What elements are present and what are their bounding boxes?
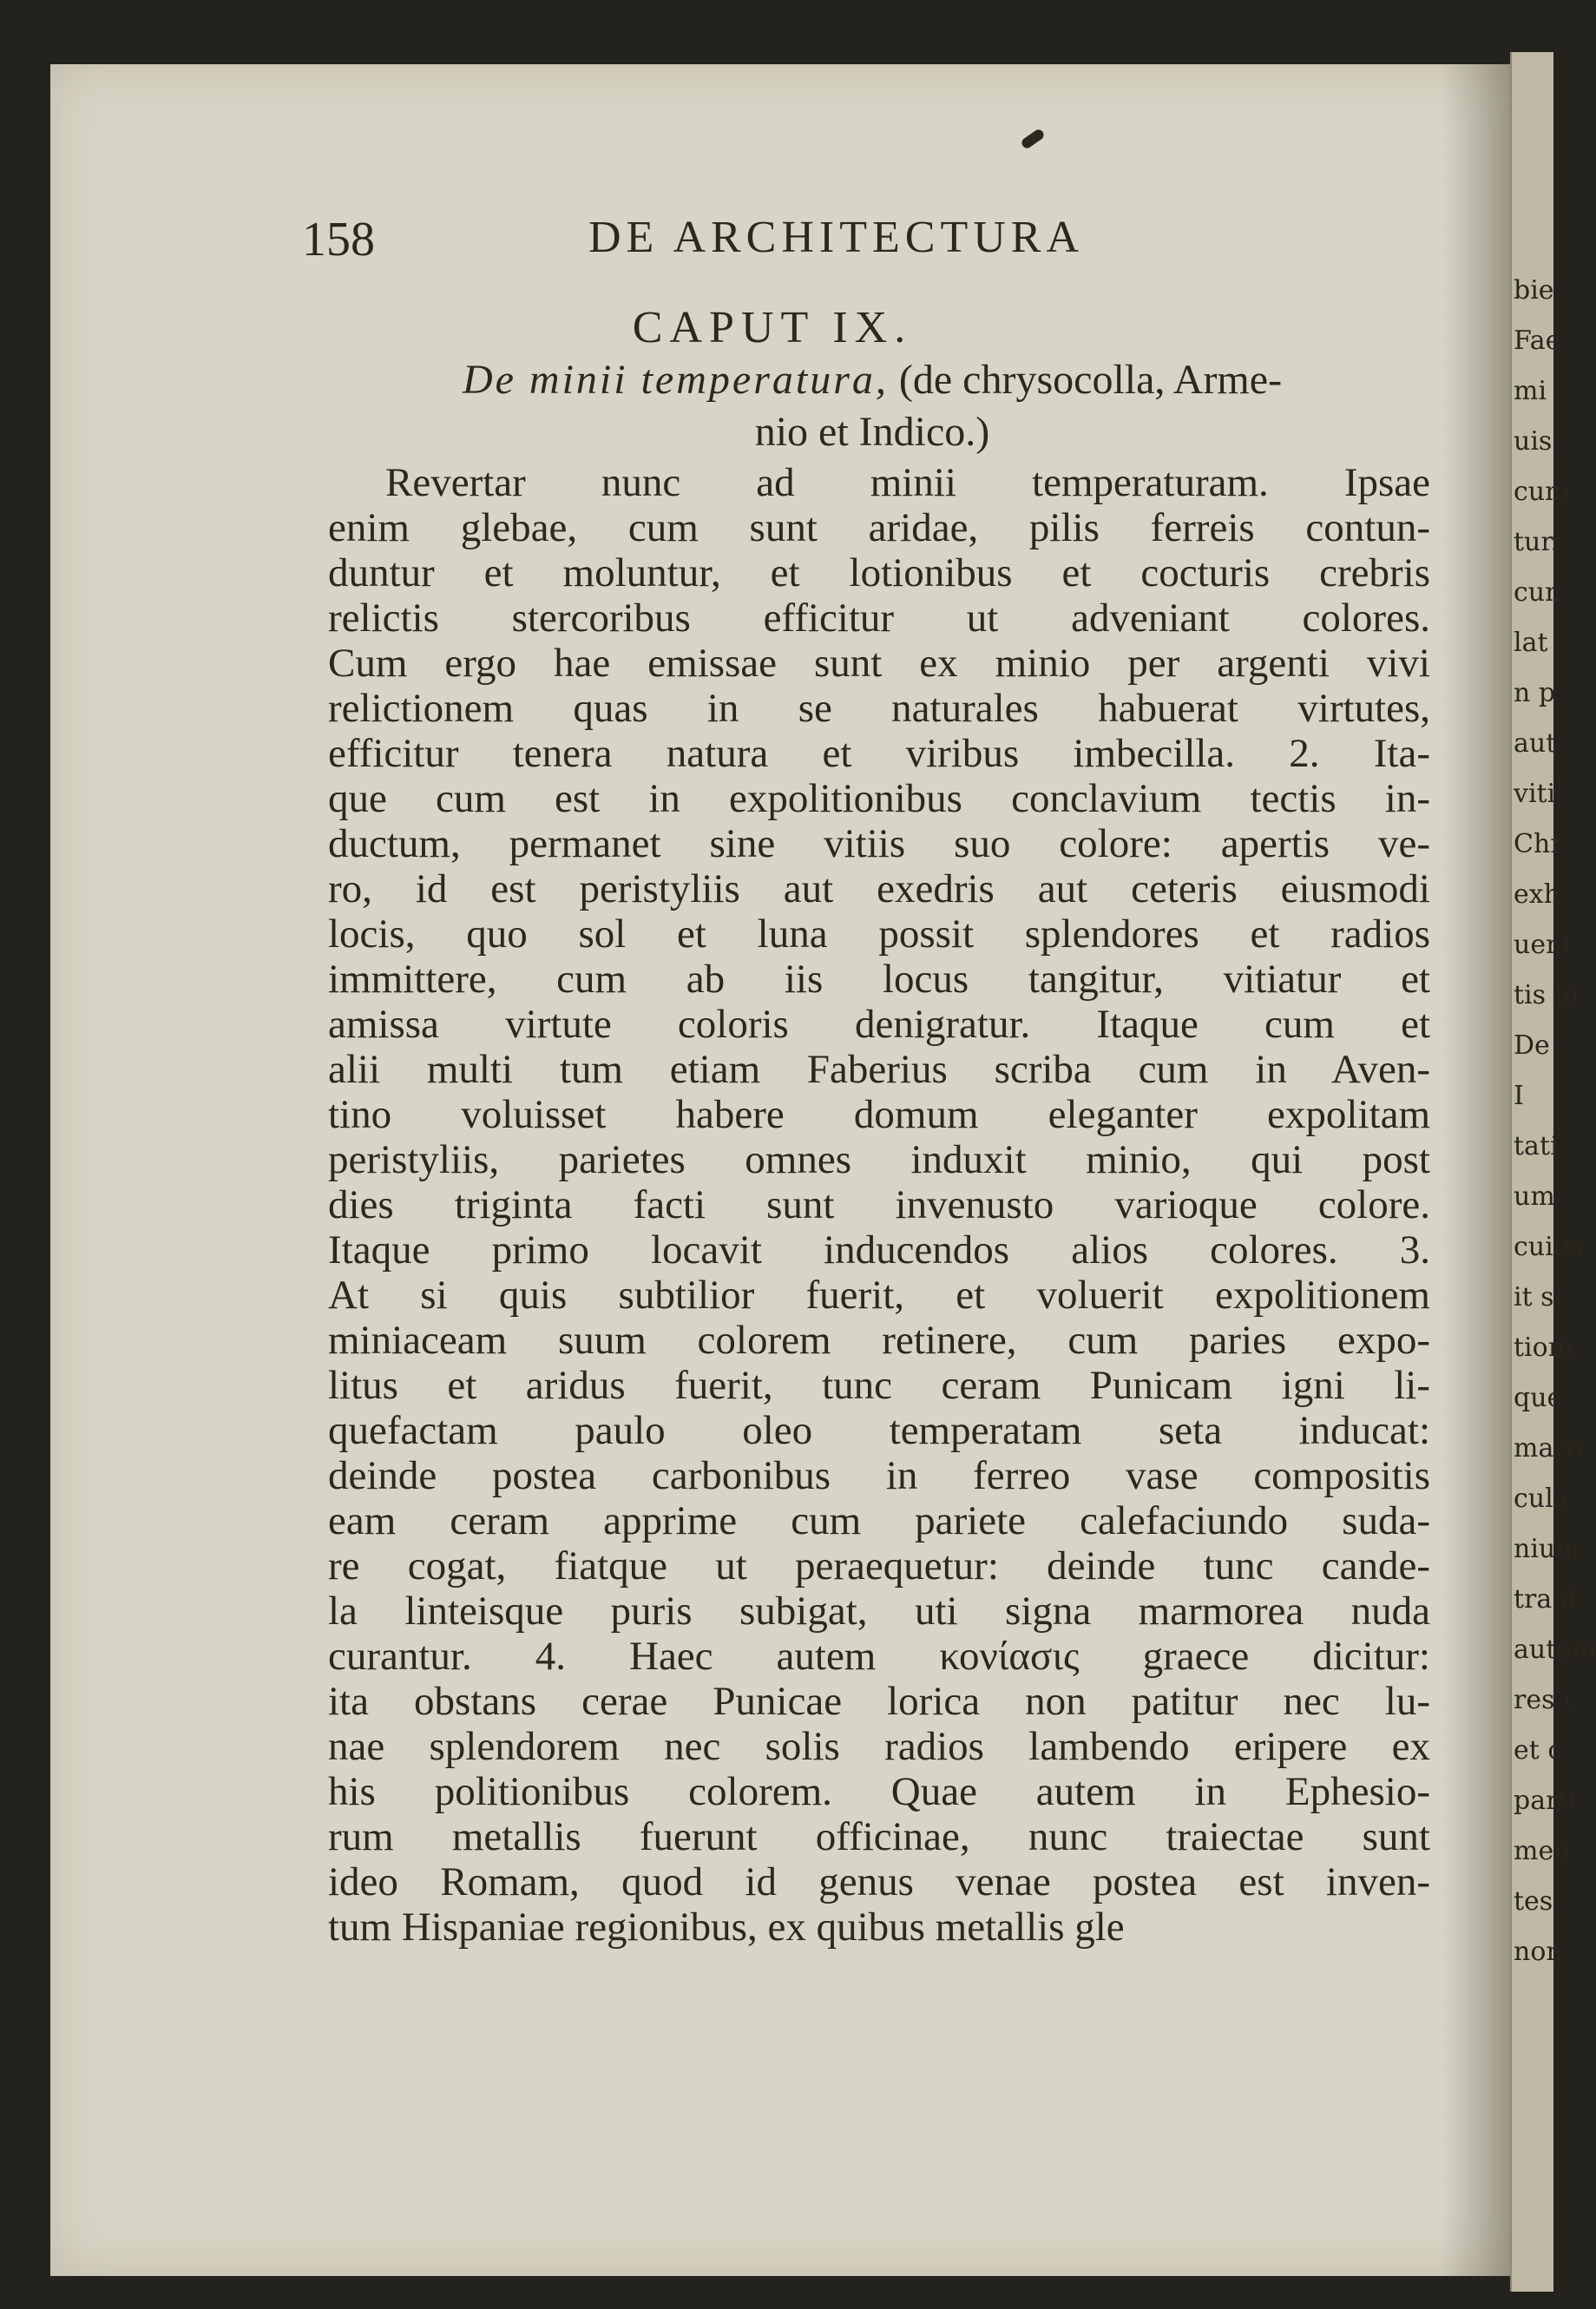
facing-fragment: tes — [1514, 1886, 1553, 1917]
text-line: que cum est in expolitionibus conclavium tectis in- — [328, 776, 1430, 821]
text-line: At si quis subtilior fuerit, et voluerit expolitionem — [328, 1273, 1430, 1318]
subtitle-italic: De minii temperatura, — [462, 357, 889, 403]
text-line: locis, quo sol et luna possit splendores et radios — [328, 911, 1430, 957]
facing-fragment: tis in — [1514, 980, 1580, 1010]
text-line: deinde postea carbonibus in ferreo vase compositis — [328, 1453, 1430, 1498]
facing-fragment: viti — [1514, 779, 1556, 809]
text-line: miniaceam suum colorem retinere, cum paries expo- — [328, 1318, 1430, 1363]
text-line: ideo Romam, quod id genus venae postea est inven- — [328, 1859, 1430, 1904]
body-text — [328, 460, 1430, 1950]
facing-fragment: res i — [1514, 1685, 1572, 1715]
facing-fragment: mi — [1514, 376, 1547, 406]
facing-fragment: cun — [1514, 577, 1562, 608]
facing-fragment: lat — [1514, 628, 1548, 658]
text-line: tum Hispaniae regionibus, ex quibus metallis gle — [328, 1904, 1125, 1950]
text-line: eam ceram apprime cum pariete calefaciundo suda- — [328, 1498, 1430, 1543]
facing-fragment: autem — [1514, 1635, 1596, 1665]
text-line: ro, id est peristyliis aut exedris aut ceteris eiusmodi — [328, 866, 1430, 911]
spine-shadow — [1441, 64, 1510, 2276]
facing-fragment: Chr — [1514, 829, 1563, 859]
text-line: Cum ergo hae emissae sunt ex minio per argenti vivi — [328, 641, 1430, 686]
text-line: peristyliis, parietes omnes induxit minio, qui post — [328, 1137, 1430, 1182]
text-line: nae splendorem nec solis radios lambendo eripere ex — [328, 1724, 1430, 1769]
facing-fragment: I — [1514, 1081, 1524, 1111]
text-line: ita obstans cerae Punicae lorica non patitur nec lu- — [328, 1679, 1430, 1724]
facing-fragment: uis — [1514, 426, 1553, 457]
text-line: la linteisque puris subigat, uti signa marmorea nuda — [328, 1589, 1430, 1634]
facing-fragment: nium — [1514, 1534, 1580, 1564]
facing-fragment: ueni — [1514, 930, 1571, 960]
text-line: dies triginta facti sunt invenusto varioque colore. — [328, 1182, 1430, 1227]
text-line: rum metallis fuerunt officinae, nunc traiectae sunt — [328, 1814, 1430, 1859]
text-line: ductum, permanet sine vitiis suo colore: apertis ve- — [328, 821, 1430, 866]
facing-fragment: it si — [1514, 1282, 1563, 1312]
text-line: his politionibus colorem. Quae autem in Ephesio- — [328, 1769, 1430, 1814]
facing-fragment: cuius — [1514, 1232, 1584, 1262]
facing-fragment: n p — [1514, 678, 1556, 708]
facing-fragment: que — [1514, 1383, 1563, 1413]
text-line: relictis stercoribus efficitur ut adveniant colores. — [328, 595, 1430, 641]
chapter-title: CAPUT IX. — [632, 303, 913, 352]
facing-fragment: bie — [1514, 275, 1554, 306]
facing-fragment: aut — [1514, 728, 1557, 759]
subtitle-plain-1: (de chrysocolla, Arme- — [898, 357, 1283, 403]
chapter-subtitle — [312, 354, 1432, 458]
facing-fragment: et c — [1514, 1735, 1563, 1766]
facing-fragment: um — [1514, 1181, 1555, 1212]
facing-fragment: men — [1514, 1836, 1571, 1866]
text-line: litus et aridus fuerit, tunc ceram Punicam igni li- — [328, 1363, 1430, 1408]
text-line: Itaque primo locavit inducendos alios colores. 3. — [328, 1227, 1430, 1273]
page-header — [302, 212, 1220, 273]
facing-fragment: Fae — [1514, 326, 1561, 356]
page-number: 158 — [302, 213, 375, 266]
text-line: efficitur tenera natura et viribus imbecilla. 2. Ita- — [328, 731, 1430, 776]
text-line: re cogat, fiatque ut peraequetur: deinde tunc cande- — [328, 1543, 1430, 1589]
facing-fragment: cum — [1514, 477, 1570, 507]
text-line: Revertar nunc ad minii temperaturam. Ipsae — [385, 460, 1430, 505]
text-line: curantur. 4. Haec autem κονίασις graece dicitur: — [328, 1634, 1430, 1679]
facing-page-edge — [1510, 52, 1596, 2292]
text-line: relictionem quas in se naturales habuerat virtutes, — [328, 686, 1430, 731]
text-line: quefactam paulo oleo temperatam seta inducat: — [328, 1408, 1430, 1453]
text-line: duntur et moluntur, et lotionibus et cocturis crebris — [328, 550, 1430, 595]
text-line: amissa virtute coloris denigratur. Itaque cum et — [328, 1002, 1430, 1047]
facing-fragment: tur. — [1514, 527, 1559, 557]
subtitle-plain-2: nio et Indico.) — [754, 409, 990, 455]
facing-fragment: parti — [1514, 1786, 1578, 1816]
text-line: alii multi tum etiam Faberius scriba cum in Aven- — [328, 1047, 1430, 1092]
text-line: immittere, cum ab iis locus tangitur, vitiatur et — [328, 957, 1430, 1002]
facing-fragment: tati — [1514, 1131, 1559, 1161]
facing-fragment: De — [1514, 1030, 1550, 1061]
text-line: enim glebae, cum sunt aridae, pilis ferreis contun- — [328, 505, 1430, 550]
facing-fragment: exh — [1514, 879, 1560, 910]
text-line: tino voluisset habere domum eleganter expolitam — [328, 1092, 1430, 1137]
facing-fragment: tioni — [1514, 1332, 1573, 1363]
facing-fragment: marn — [1514, 1433, 1583, 1464]
running-head: DE ARCHITECTURA — [588, 213, 1084, 262]
facing-fragment: cula — [1514, 1483, 1569, 1514]
facing-fragment: non — [1514, 1937, 1563, 1967]
facing-fragment: tra d — [1514, 1584, 1578, 1615]
